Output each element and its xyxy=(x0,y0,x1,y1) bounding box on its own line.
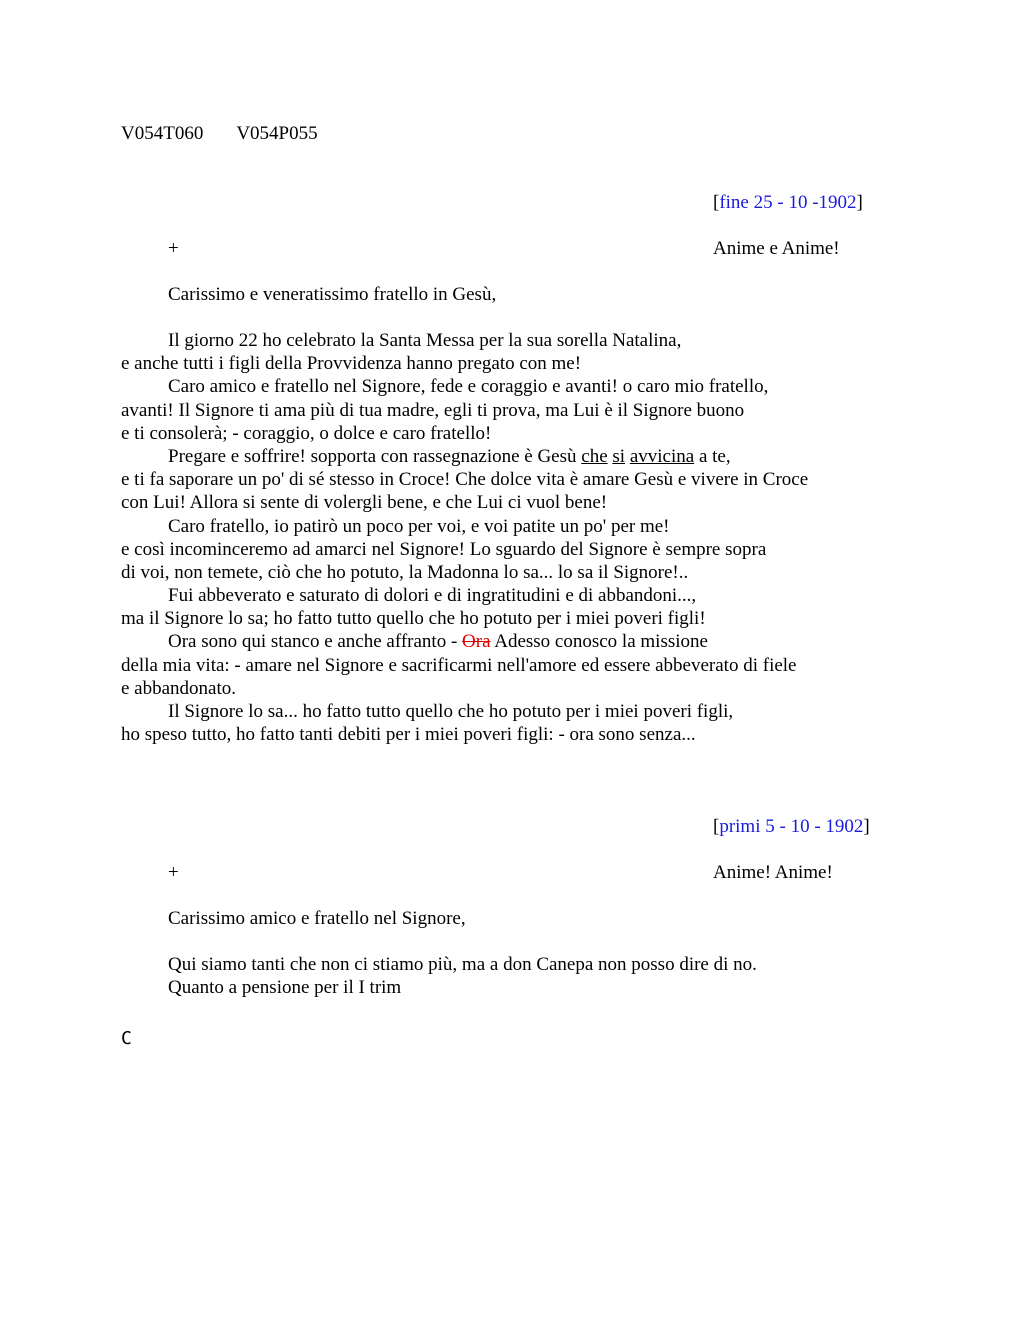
volume-ref: V054T060 xyxy=(121,123,204,144)
letter2-body xyxy=(121,953,881,999)
letter1-body xyxy=(121,329,881,746)
body-line: Ora sono qui stanco e anche affranto - Ora Adesso conosco la missione xyxy=(168,631,708,653)
body-line: con Lui! Allora si sente di volergli bene, e che Lui ci vuol bene! xyxy=(121,492,608,514)
body-line: ma il Signore lo sa; ho fatto tutto quello che ho potuto per i miei poveri figli! xyxy=(121,608,706,630)
body-line: Il giorno 22 ho celebrato la Santa Messa per la sua sorella Natalina, xyxy=(168,330,682,351)
body-line: Fui abbeverato e saturato di dolori e di ingratitudini e di abbandoni..., xyxy=(168,585,697,607)
body-line: Quanto a pensione per il I trim xyxy=(168,977,402,999)
body-line: e così incominceremo ad amarci nel Signore! Lo sguardo del Signore è sempre sopra xyxy=(121,538,767,560)
letter2-salutation: Carissimo amico e fratello nel Signore, xyxy=(168,908,466,929)
body-line: avanti! Il Signore ti ama più di tua madre, egli ti prova, ma Lui è il Signore buono xyxy=(121,399,745,421)
letter2-date: [primi 5 - 10 - 1902] xyxy=(713,816,870,837)
underlined-word: che xyxy=(581,445,608,467)
letter1-cross: + xyxy=(168,238,179,259)
letter1-salutation: Carissimo e veneratissimo fratello in Gesù, xyxy=(168,284,497,305)
body-line: Caro fratello, io patirò un poco per voi, e voi patite un po' per me! xyxy=(168,515,670,537)
body-line: di voi, non temete, ciò che ho potuto, la Madonna lo sa... lo sa il Signore!.. xyxy=(121,561,689,583)
footer-mark: C xyxy=(121,1028,132,1049)
underlined-word: si xyxy=(612,445,626,467)
reference-ids xyxy=(121,122,318,145)
letter2-cross: + xyxy=(168,862,179,883)
letter2-motto: Anime! Anime! xyxy=(713,862,833,883)
body-line: e ti fa saporare un po' di sé stesso in Croce! Che dolce vita è amare Gesù e vivere in Croce xyxy=(121,469,809,491)
underlined-word: avvicina xyxy=(629,445,695,467)
letter1-motto: Anime e Anime! xyxy=(713,238,840,259)
body-line: Qui siamo tanti che non ci stiamo più, ma a don Canepa non posso dire di no. xyxy=(168,954,757,975)
body-line: Caro amico e fratello nel Signore, fede e coraggio e avanti! o caro mio fratello, xyxy=(168,376,769,398)
page-ref: V054P055 xyxy=(236,123,318,144)
struck-word: Ora xyxy=(462,631,491,653)
body-line: ho speso tutto, ho fatto tanti debiti per i miei poveri figli: - ora sono senza... xyxy=(121,724,696,746)
body-line: e anche tutti i figli della Provvidenza hanno pregato con me! xyxy=(121,353,582,375)
body-line: e ti consolerà; - coraggio, o dolce e caro fratello! xyxy=(121,422,492,444)
body-line: e abbandonato. xyxy=(121,677,237,699)
body-line: Pregare e soffrire! sopporta con rassegnazione è Gesù che si avvicina a te, xyxy=(168,445,731,467)
body-line: Il Signore lo sa... ho fatto tutto quello che ho potuto per i miei poveri figli, xyxy=(168,701,734,722)
letter1-date: [fine 25 - 10 -1902] xyxy=(713,192,863,213)
body-line: della mia vita: - amare nel Signore e sacrificarmi nell'amore ed essere abbeverato di fiele xyxy=(121,654,797,676)
